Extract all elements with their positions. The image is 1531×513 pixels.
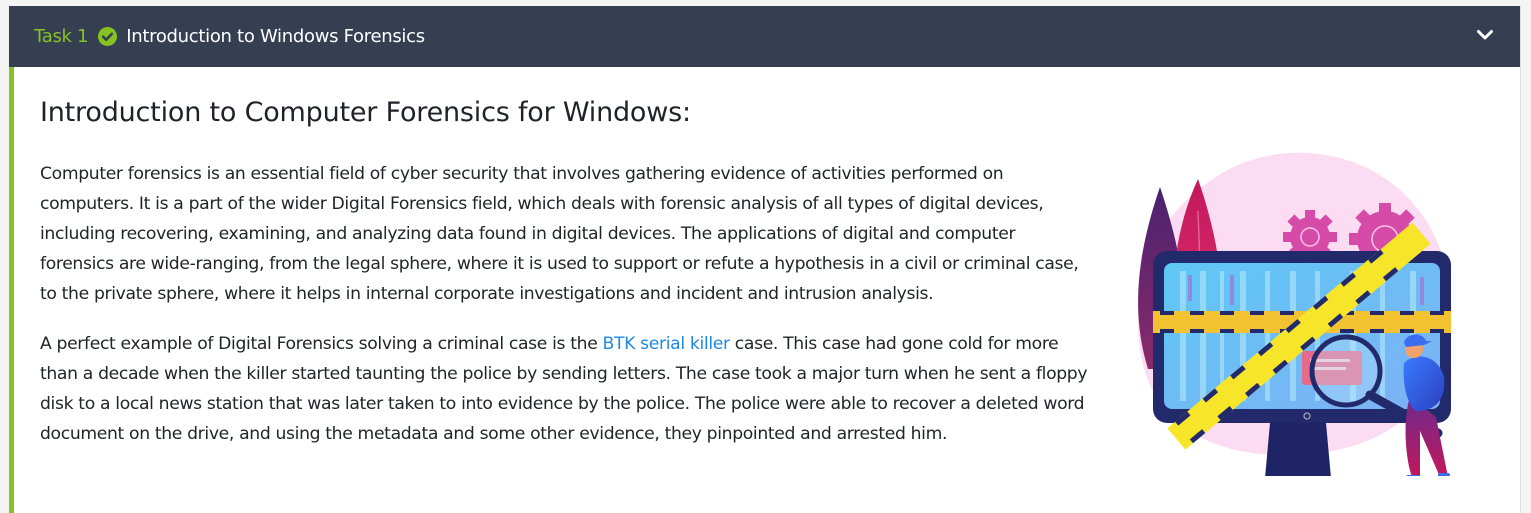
- task-number: Task 1: [34, 26, 89, 47]
- content-text: [40, 159, 1090, 469]
- content-heading: Introduction to Computer Forensics for Windows:: [40, 97, 691, 128]
- check-circle-icon: [98, 27, 117, 46]
- forensics-illustration: [1120, 141, 1455, 476]
- task-header[interactable]: [9, 6, 1520, 67]
- paragraph-text: case. This case had gone cold for more than a decade when the killer started taunting the police by sending letters. The case took a major turn when he sent a floppy disk to a local news station that was later taken to into evidence by the police. The police were able to recover a deleted word document on the drive, and using the metadata and some other evidence, they pinpointed and arrested him.: [40, 334, 1088, 444]
- task-body: [9, 67, 1520, 513]
- chevron-down-icon[interactable]: [1476, 27, 1494, 41]
- paragraph-text: A perfect example of Digital Forensics solving a criminal case is the: [40, 334, 603, 354]
- btk-serial-killer-link[interactable]: BTK serial killer: [602, 334, 730, 354]
- paragraph-intro: Computer forensics is an essential field of cyber security that involves gathering evidence of activities performed on computers. It is a part of the wider Digital Forensics field, which deals with forensic analysis of all types of digital devices, including recovering, examining, and analyzing data found in digital devices. The applications of digital and computer forensics are wide-ranging, from the legal sphere, where it is used to support or refute a hypothesis in a civil or criminal case, to the private sphere, where it helps in internal corporate investigations and incident and intrusion analysis.: [40, 164, 1079, 304]
- task-title: Introduction to Windows Forensics: [126, 26, 425, 47]
- paragraph-btk-example: [40, 329, 1090, 449]
- task-card: [9, 6, 1521, 513]
